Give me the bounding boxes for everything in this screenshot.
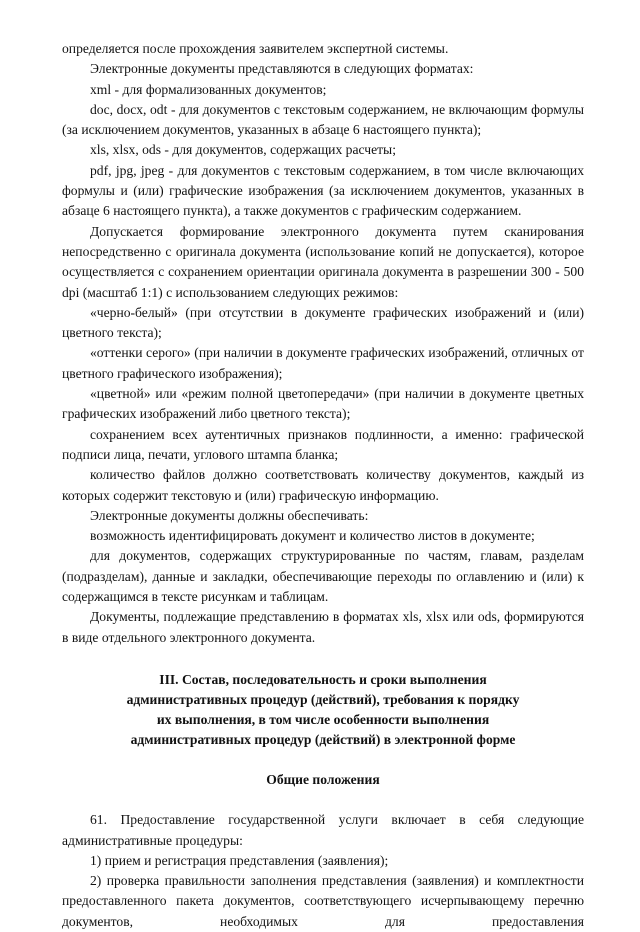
subsection-title: Общие положения — [266, 771, 380, 787]
paragraph-mode-bw: «черно-белый» (при отсутствии в документе графических изображений и (или) цветного текста); — [62, 304, 584, 341]
document-page — [62, 39, 584, 932]
paragraph-procedures-intro: 61. Предоставление государственной услуги включает в себя следующие административные процедуры: — [62, 812, 584, 848]
paragraph-format-pdf: pdf, jpg, jpeg - для документов с текстовым содержанием, в том числе включающих формулы и (или) графические изображения (за исключением документов, указанных в абзаце 6 настоящего пункта), а также документов с графическим содержанием. — [62, 162, 584, 219]
paragraph-requirements-intro: Электронные документы должны обеспечивать: — [90, 507, 369, 523]
paragraph-mode-gray: «оттенки серого» (при наличии в документе графических изображений, отличных от цветного графического изображения); — [62, 345, 584, 381]
paragraph-formats-intro: Электронные документы представляются в следующих форматах: — [90, 61, 474, 77]
section-title-line: III. Состав, последовательность и сроки выполнения — [159, 671, 487, 687]
paragraph-mode-color: «цветной» или «режим полной цветопередачи» (при наличии в документе цветных графических изображений либо цветного текста); — [62, 386, 584, 422]
paragraph-file-count: количество файлов должно соответствовать количеству документов, каждый из которых содержит текстовую и (или) графическую информацию. — [62, 467, 584, 503]
section-title-line: административных процедур (действий) в электронной форме — [130, 731, 516, 747]
paragraph-requirement-structure: для документов, содержащих структурированные по частям, главам, разделам (подразделам), данные и закладки, обеспечивающие переходы по оглавлению и (или) к содержащимся в тексте рисункам и таблицам. — [62, 548, 584, 605]
paragraph-authenticity: сохранением всех аутентичных признаков подлинности, а именно: графической подписи лица, печати, углового штампа бланка; — [62, 426, 584, 462]
paragraph-format-doc: doc, docx, odt - для документов с текстовым содержанием, не включающим формулы (за исключением документов, указанных в абзаце 6 настоящего пункта); — [62, 101, 584, 138]
paragraph-procedure-1: 1) прием и регистрация представления (заявления); — [90, 852, 389, 868]
paragraph-procedure-2: 2) проверка правильности заполнения представления (заявления) и комплектности предоставленного пакета документов, соответствующего исчерпывающему перечню документов, необходимых для предоставления — [62, 873, 584, 929]
paragraph-scanning: Допускается формирование электронного документа путем сканирования непосредственно с оригинала документа (использование копий не допускается), которое осуществляется с сохранением ориентации оригинала документа в разрешении 300 - 500 dpi (масштаб 1:1) с использованием следующих режимов: — [62, 223, 584, 300]
section-title-line: их выполнения, в том числе особенности выполнения — [156, 711, 490, 727]
paragraph-format-xml: xml - для формализованных документов; — [90, 81, 327, 97]
paragraph-spreadsheets: Документы, подлежащие представлению в форматах xls, xlsx или ods, формируются в виде отдельного электронного документа. — [62, 609, 584, 645]
paragraph-format-xls: xls, xlsx, ods - для документов, содержащих расчеты; — [90, 142, 396, 158]
paragraph-requirement-identify: возможность идентифицировать документ и количество листов в документе; — [90, 528, 535, 544]
section-title — [62, 670, 584, 750]
paragraph-continuation: определяется после прохождения заявителем экспертной системы. — [62, 41, 449, 56]
section-title-line: административных процедур (действий), требования к порядку — [126, 691, 520, 707]
